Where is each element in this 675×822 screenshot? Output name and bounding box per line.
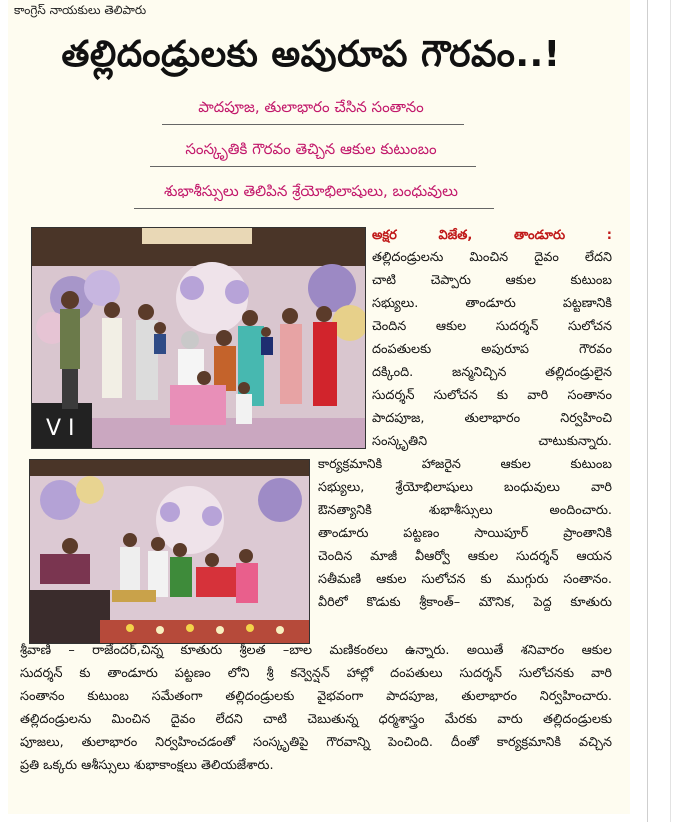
body-line: దంపతులకు అపురూప గౌరవం <box>372 342 612 357</box>
body-line: చెందిన ఆకుల సుదర్శన్ సులోచన <box>372 319 612 334</box>
body-line: చాటి చెప్పారు ఆకుల కుటుంబ <box>372 273 612 288</box>
subhead-2: సంస్కృతికి గౌరవం తెచ్చిన ఆకుల కుటుంబం <box>185 140 437 158</box>
byline: అక్షర విజేత, తాండూరు : <box>372 228 612 243</box>
body-line: సుదర్శన్ సులోచన కు వారి సంతానం <box>372 388 612 403</box>
headline: తల్లిదండ్రులకు అపురూప గౌరవం..! <box>61 34 561 75</box>
body-line: ప్రతి ఒక్కరు ఆశీస్సులు శుభాకాంక్షలు తెలియజేశారు. <box>20 758 274 773</box>
subhead-underline-2 <box>150 166 476 167</box>
svg-text:V I: V I <box>46 416 75 441</box>
body-line: ఔనత్యానికి శుభాశీస్సులు అందించారు. <box>318 503 612 518</box>
subhead-underline-3 <box>134 208 494 209</box>
subhead-underline-1 <box>162 124 464 125</box>
body-line: పూజలు, తులాభారం నిర్వహించడంతో సంస్కృతిపై గౌరవాన్ని పెంచింది. దీంతో కార్యక్రమానికి వచ్చిన <box>20 735 612 750</box>
pada-puja-ceremony-photo <box>29 459 310 644</box>
body-line: సుదర్శన్ కు తాండూరు పట్టణం లోని శ్రీ కన్వెన్షన్ హాల్లో దంపతులు సుదర్శన్ సులోచనకు వారి <box>20 666 612 681</box>
body-line: సభ్యులు. తాండూరు పట్టణానికి <box>372 296 612 311</box>
body-line: తల్లిదండ్రులను మించిన దైవం లేదని చాటి చెబుతున్న ధర్మశాస్త్రం మేరకు వారు తల్లిదండ్రులకు <box>20 712 612 727</box>
body-line: తల్లిదండ్రులను మించిన దైవం లేదని <box>372 250 612 265</box>
body-line: సంతానం కుటుంబ సమేతంగా తల్లిదండ్రులకు వైభవంగా పాదపూజ, తులాభారం నిర్వహించారు. <box>20 689 612 704</box>
body-line: తాండూరు పట్టణం సాయిపూర్ ప్రాంతానికి <box>318 526 612 541</box>
body-line: వీరిలో కొడుకు శ్రీకాంత్– మౌనిక, పెద్ద కూతురు <box>318 595 612 610</box>
body-line: దక్కింది. జన్మనిచ్చిన తల్లిదండ్రులైన <box>372 365 612 380</box>
family-group-photo <box>31 227 366 449</box>
subhead-1: పాదపూజ, తులాభారం చేసిన సంతానం <box>198 98 424 116</box>
body-line: కార్యక్రమానికి హాజరైన ఆకుల కుటుంబ <box>318 457 612 472</box>
body-line: శ్రీవాణి – రాజేందర్,చిన్న కూతురు శ్రీలత –బాల మణికంఠలు ఉన్నారు. అయితే శనివారం ఆకుల <box>20 643 612 658</box>
subhead-3: శుభాశీస్సులు తెలిపిన శ్రేయోభిలాషులు, బంధువులు <box>164 182 458 200</box>
kicker: కాంగ్రెస్ నాయకులు తెలిపారు <box>14 3 147 17</box>
body-line: సభ్యులు, శ్రేయోభిలాషులు బంధువులు వారి <box>318 480 612 495</box>
body-line: సంస్కృతిని చాటుకున్నారు. <box>372 434 612 449</box>
body-line: సతీమణి ఆకుల సులోచన కు ముగ్గురు సంతానం. <box>318 572 612 587</box>
column-divider-outer <box>670 0 671 822</box>
body-line: పాదపూజ, తులాభారం నిర్వహించి <box>372 411 612 426</box>
body-line: చెందిన మాజీ వీఆర్వో ఆకుల సుదర్శన్ ఆయన <box>318 549 612 564</box>
column-divider <box>647 0 648 822</box>
